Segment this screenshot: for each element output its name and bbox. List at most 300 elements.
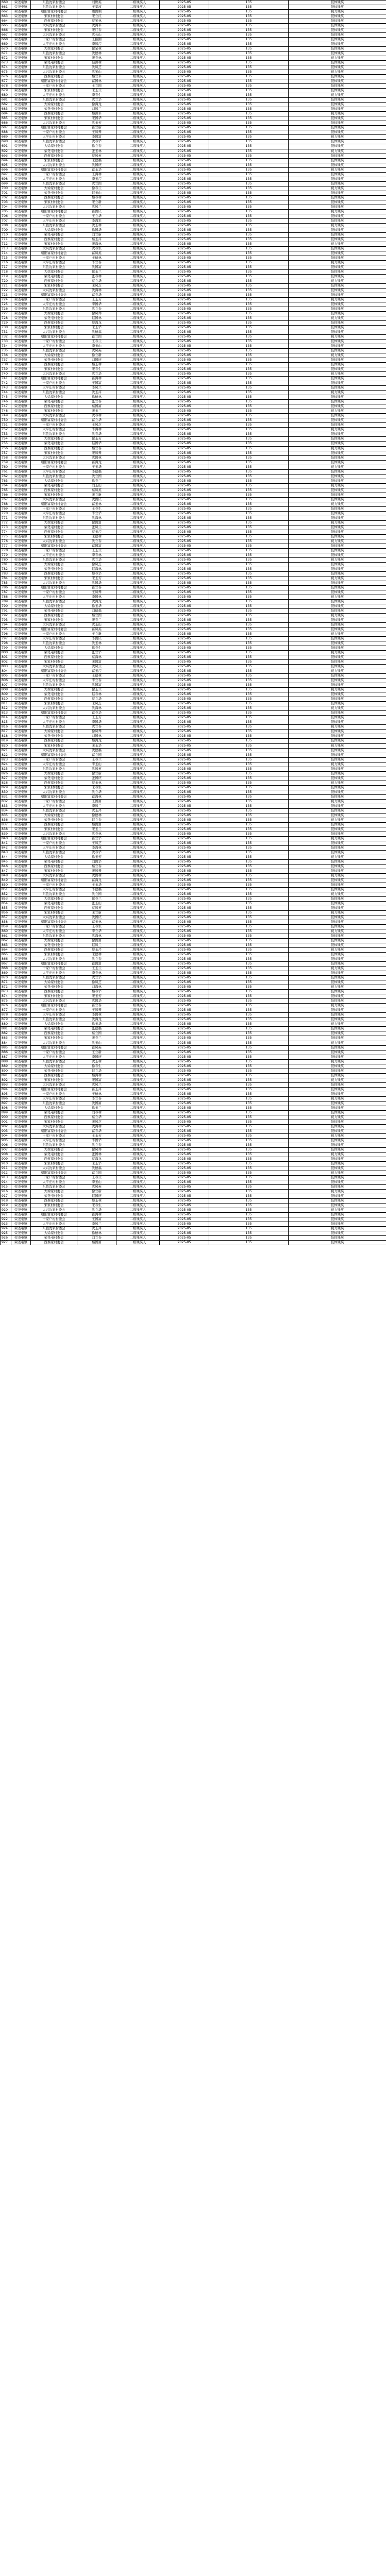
category-cell: 肢体残疾 <box>289 493 386 497</box>
village-cell: 宋家村村委会 <box>31 576 77 581</box>
town-cell: 荣尧屯镇 <box>11 5 31 10</box>
level-cell: 二级残疾人 <box>116 218 160 223</box>
name-cell: 王玉芳 <box>77 1133 116 1138</box>
category-cell: 肢体残疾 <box>289 177 386 181</box>
row-index: 917 <box>1 1194 11 1199</box>
category-cell: 肢体残疾 <box>289 1045 386 1050</box>
village-cell: 西蔡家村委会 <box>31 1157 77 1161</box>
village-cell: 太平庄村村委会 <box>31 762 77 767</box>
table-row <box>1 953 386 957</box>
level-cell: 二级残疾人 <box>116 762 160 767</box>
name-cell: 刘德福 <box>77 609 116 614</box>
month-cell: 2025-05 <box>160 976 209 980</box>
category-cell: 肢体残疾 <box>289 878 386 883</box>
name-cell: 张立春 <box>77 400 116 404</box>
town-cell: 荣尧屯镇 <box>11 976 31 980</box>
table-row <box>1 581 386 585</box>
amount-cell: 135 <box>209 307 289 312</box>
name-cell: 沈立春 <box>77 957 116 962</box>
category-cell: 肢体残疾 <box>289 864 386 869</box>
row-index: 763 <box>1 479 11 483</box>
level-cell: 二级残疾人 <box>116 976 160 980</box>
table-row <box>1 859 386 864</box>
table-row <box>1 614 386 618</box>
town-cell: 荣尧屯镇 <box>11 571 31 576</box>
month-cell: 2025-05 <box>160 121 209 126</box>
amount-cell: 135 <box>209 516 289 520</box>
village-cell: 东胜沈家村委会 <box>31 265 77 269</box>
village-cell: 荣尧屯村委会 <box>31 776 77 781</box>
amount-cell: 135 <box>209 706 289 711</box>
name-cell: 王玉兰 <box>77 548 116 553</box>
level-cell: 二级残疾人 <box>116 720 160 725</box>
row-index: 875 <box>1 999 11 1004</box>
table-row <box>1 1018 386 1022</box>
month-cell: 2025-05 <box>160 265 209 269</box>
amount-cell: 135 <box>209 19 289 24</box>
table-row <box>1 10 386 14</box>
amount-cell: 135 <box>209 939 289 943</box>
month-cell: 2025-05 <box>160 1217 209 1222</box>
row-index: 719 <box>1 274 11 279</box>
amount-cell: 135 <box>209 61 289 65</box>
town-cell: 荣尧屯镇 <box>11 65 31 70</box>
month-cell: 2025-05 <box>160 418 209 423</box>
row-index: 886 <box>1 1050 11 1055</box>
name-cell: 李凤兰 <box>77 386 116 391</box>
town-cell: 荣尧屯镇 <box>11 934 31 939</box>
level-cell: 二级残疾人 <box>116 130 160 135</box>
month-cell: 2025-05 <box>160 363 209 367</box>
village-cell: 宋家村村委会 <box>31 14 77 19</box>
name-cell: 李玉山 <box>77 344 116 349</box>
village-cell: 十家户村村委会 <box>31 799 77 804</box>
name-cell: 李海林 <box>77 428 116 432</box>
table-row <box>1 274 386 279</box>
table-row <box>1 195 386 200</box>
row-index: 879 <box>1 1018 11 1022</box>
name-cell: 徐凤芝 <box>77 980 116 985</box>
village-cell: 太平庄村村委会 <box>31 1222 77 1227</box>
row-index: 736 <box>1 353 11 358</box>
table-row <box>1 771 386 776</box>
category-cell: 视力残疾 <box>289 1133 386 1138</box>
village-cell: 宋家村村委会 <box>31 618 77 623</box>
village-cell: 西蔡家村委会 <box>31 948 77 953</box>
amount-cell: 135 <box>209 1175 289 1180</box>
row-index: 747 <box>1 404 11 409</box>
amount-cell: 135 <box>209 1190 289 1194</box>
month-cell: 2025-05 <box>160 748 209 753</box>
name-cell: 沈凤兰 <box>77 665 116 669</box>
category-cell: 肢体残疾 <box>289 794 386 799</box>
table-row <box>1 897 386 902</box>
month-cell: 2025-05 <box>160 386 209 391</box>
village-cell: 太平庄村村委会 <box>31 135 77 140</box>
month-cell: 2025-05 <box>160 479 209 483</box>
amount-cell: 135 <box>209 195 289 200</box>
level-cell: 二级残疾人 <box>116 283 160 288</box>
town-cell: 荣尧屯镇 <box>11 827 31 832</box>
town-cell: 荣尧屯镇 <box>11 776 31 781</box>
amount-cell: 135 <box>209 75 289 79</box>
month-cell: 2025-05 <box>160 1152 209 1157</box>
table-row <box>1 144 386 149</box>
table-row <box>1 1045 386 1050</box>
table-row <box>1 1073 386 1078</box>
table-row <box>1 962 386 967</box>
month-cell: 2025-05 <box>160 725 209 730</box>
table-row <box>1 177 386 181</box>
table-row <box>1 1036 386 1041</box>
town-cell: 荣尧屯镇 <box>11 906 31 911</box>
category-cell: 肢体残疾 <box>289 246 386 251</box>
row-index: 888 <box>1 1059 11 1064</box>
table-row <box>1 813 386 818</box>
category-cell: 肢体残疾 <box>289 1157 386 1161</box>
month-cell: 2025-05 <box>160 460 209 465</box>
amount-cell: 135 <box>209 404 289 409</box>
category-cell: 肢体残疾 <box>289 753 386 757</box>
month-cell: 2025-05 <box>160 186 209 191</box>
month-cell: 2025-05 <box>160 307 209 312</box>
level-cell: 二级残疾人 <box>116 191 160 195</box>
row-index: 900 <box>1 1115 11 1120</box>
amount-cell: 135 <box>209 391 289 395</box>
month-cell: 2025-05 <box>160 767 209 771</box>
row-index: 853 <box>1 897 11 902</box>
row-index: 661 <box>1 5 11 10</box>
village-cell: 朝阳富家村村委会 <box>31 167 77 172</box>
row-index: 756 <box>1 446 11 451</box>
category-cell: 肢体残疾 <box>289 604 386 609</box>
month-cell: 2025-05 <box>160 172 209 177</box>
level-cell: 二级残疾人 <box>116 632 160 637</box>
amount-cell: 135 <box>209 595 289 600</box>
town-cell: 荣尧屯镇 <box>11 326 31 330</box>
category-cell: 肢体残疾 <box>289 232 386 237</box>
village-cell: 东胜沈家村委会 <box>31 1101 77 1106</box>
town-cell: 荣尧屯镇 <box>11 679 31 683</box>
level-cell: 二级残疾人 <box>116 1041 160 1045</box>
category-cell: 肢体残疾 <box>289 19 386 24</box>
month-cell: 2025-05 <box>160 873 209 878</box>
row-index: 908 <box>1 1152 11 1157</box>
level-cell: 二级残疾人 <box>116 465 160 469</box>
village-cell: 十家户村村委会 <box>31 340 77 344</box>
amount-cell: 135 <box>209 428 289 432</box>
name-cell: 王德林 <box>77 674 116 679</box>
category-cell: 肢体残疾 <box>289 256 386 260</box>
month-cell: 2025-05 <box>160 753 209 757</box>
table-row <box>1 548 386 553</box>
table-row <box>1 553 386 557</box>
row-index: 715 <box>1 256 11 260</box>
amount-cell: 135 <box>209 632 289 637</box>
amount-cell: 135 <box>209 1004 289 1008</box>
table-row <box>1 149 386 154</box>
category-cell: 肢体残疾 <box>289 702 386 706</box>
table-row <box>1 326 386 330</box>
level-cell: 二级残疾人 <box>116 813 160 818</box>
category-cell: 肢体残疾 <box>289 154 386 158</box>
name-cell: 宋立新 <box>77 911 116 916</box>
village-cell: 太平庄村村委会 <box>31 804 77 808</box>
town-cell: 荣尧屯镇 <box>11 1217 31 1222</box>
name-cell: 沈立国 <box>77 474 116 479</box>
amount-cell: 135 <box>209 47 289 52</box>
month-cell: 2025-05 <box>160 446 209 451</box>
name-cell: 徐立新 <box>77 353 116 358</box>
village-cell: 东胜沈家村委会 <box>31 516 77 520</box>
town-cell: 荣尧屯镇 <box>11 581 31 585</box>
level-cell: 二级残疾人 <box>116 808 160 813</box>
name-cell: 张玉林 <box>77 149 116 154</box>
town-cell: 荣尧屯镇 <box>11 767 31 771</box>
category-cell: 肢体残疾 <box>289 312 386 316</box>
amount-cell: 135 <box>209 628 289 632</box>
amount-cell: 135 <box>209 381 289 386</box>
amount-cell: 135 <box>209 804 289 808</box>
month-cell: 2025-05 <box>160 246 209 251</box>
amount-cell: 135 <box>209 794 289 799</box>
month-cell: 2025-05 <box>160 316 209 321</box>
category-cell: 肢体残疾 <box>289 1087 386 1092</box>
row-index: 726 <box>1 307 11 312</box>
category-cell: 肢体残疾 <box>289 641 386 646</box>
row-index: 697 <box>1 172 11 177</box>
amount-cell: 135 <box>209 609 289 614</box>
village-cell: 宋家村村委会 <box>31 827 77 832</box>
row-index: 669 <box>1 42 11 47</box>
level-cell: 二级残疾人 <box>116 274 160 279</box>
category-cell: 肢体残疾 <box>289 827 386 832</box>
town-cell: 荣尧屯镇 <box>11 1190 31 1194</box>
row-index: 859 <box>1 925 11 929</box>
village-cell: 大徐家村委会 <box>31 353 77 358</box>
table-row <box>1 167 386 172</box>
level-cell: 二级残疾人 <box>116 330 160 335</box>
table-row <box>1 1194 386 1199</box>
row-index: 699 <box>1 181 11 186</box>
table-row <box>1 781 386 785</box>
row-index: 767 <box>1 497 11 502</box>
village-cell: 荣尧屯村委会 <box>31 483 77 488</box>
table-row <box>1 697 386 702</box>
table-row <box>1 455 386 460</box>
town-cell: 荣尧屯镇 <box>11 614 31 618</box>
table-row <box>1 948 386 953</box>
row-index: 901 <box>1 1120 11 1124</box>
table-row <box>1 1078 386 1082</box>
row-index: 787 <box>1 590 11 595</box>
category-cell: 肢体残疾 <box>289 474 386 479</box>
month-cell: 2025-05 <box>160 181 209 186</box>
row-index: 784 <box>1 576 11 581</box>
name-cell: 李国庆 <box>77 1055 116 1059</box>
table-row <box>1 260 386 265</box>
category-cell: 肢体残疾 <box>289 1241 386 1245</box>
month-cell: 2025-05 <box>160 251 209 256</box>
name-cell: 刘凤兰 <box>77 107 116 112</box>
town-cell: 荣尧屯镇 <box>11 386 31 391</box>
category-cell: 肢体残疾 <box>289 326 386 330</box>
name-cell: 张凤兰 <box>77 525 116 530</box>
category-cell: 肢体残疾 <box>289 716 386 720</box>
level-cell: 二级残疾人 <box>116 525 160 530</box>
village-cell: 东胜沈家村委会 <box>31 1 77 5</box>
village-cell: 宋家村村委会 <box>31 1204 77 1208</box>
village-cell: 朝阳富家村村委会 <box>31 544 77 548</box>
village-cell: 十家户村村委会 <box>31 506 77 511</box>
category-cell: 肢体残疾 <box>289 720 386 725</box>
row-index: 819 <box>1 739 11 743</box>
amount-cell: 135 <box>209 1 289 5</box>
table-row <box>1 428 386 432</box>
amount-cell: 135 <box>209 822 289 827</box>
name-cell: 宋玉华 <box>77 743 116 748</box>
month-cell: 2025-05 <box>160 934 209 939</box>
amount-cell: 135 <box>209 344 289 349</box>
month-cell: 2025-05 <box>160 953 209 957</box>
month-cell: 2025-05 <box>160 1236 209 1241</box>
amount-cell: 135 <box>209 214 289 218</box>
name-cell: 沈国林 <box>77 455 116 460</box>
village-cell: 宋家村村委会 <box>31 56 77 61</box>
level-cell: 二级残疾人 <box>116 418 160 423</box>
village-cell: 宋家村村委会 <box>31 493 77 497</box>
category-cell: 视力残疾 <box>289 316 386 321</box>
village-cell: 西蔡家村委会 <box>31 488 77 493</box>
level-cell: 二级残疾人 <box>116 312 160 316</box>
village-cell: 朝阳富家村村委会 <box>31 209 77 214</box>
category-cell: 视力残疾 <box>289 557 386 562</box>
amount-cell: 135 <box>209 1087 289 1092</box>
name-cell: 沈立春 <box>77 539 116 544</box>
level-cell: 二级残疾人 <box>116 1018 160 1022</box>
level-cell: 二级残疾人 <box>116 395 160 400</box>
town-cell: 荣尧屯镇 <box>11 1004 31 1008</box>
row-index: 910 <box>1 1161 11 1166</box>
month-cell: 2025-05 <box>160 474 209 479</box>
table-row <box>1 191 386 195</box>
category-cell: 肢体残疾 <box>289 776 386 781</box>
month-cell: 2025-05 <box>160 548 209 553</box>
amount-cell: 135 <box>209 181 289 186</box>
amount-cell: 135 <box>209 1022 289 1027</box>
table-row <box>1 590 386 595</box>
name-cell: 徐立新 <box>77 1190 116 1194</box>
village-cell: 西蔡家村委会 <box>31 19 77 24</box>
table-row <box>1 246 386 251</box>
row-index: 830 <box>1 790 11 794</box>
town-cell: 荣尧屯镇 <box>11 237 31 242</box>
village-cell: 荣尧屯村委会 <box>31 525 77 530</box>
amount-cell: 135 <box>209 878 289 883</box>
row-index: 837 <box>1 822 11 827</box>
month-cell: 2025-05 <box>160 112 209 116</box>
month-cell: 2025-05 <box>160 813 209 818</box>
name-cell: 沈立春 <box>77 725 116 730</box>
month-cell: 2025-05 <box>160 144 209 149</box>
amount-cell: 135 <box>209 506 289 511</box>
village-cell: 朝阳富家村村委会 <box>31 502 77 506</box>
town-cell: 荣尧屯镇 <box>11 126 31 130</box>
category-cell: 视力残疾 <box>289 762 386 767</box>
town-cell: 荣尧屯镇 <box>11 595 31 600</box>
month-cell: 2025-05 <box>160 562 209 567</box>
row-index: 839 <box>1 832 11 836</box>
name-cell: 沈国庆 <box>77 916 116 920</box>
amount-cell: 135 <box>209 56 289 61</box>
town-cell: 荣尧屯镇 <box>11 186 31 191</box>
month-cell: 2025-05 <box>160 920 209 925</box>
amount-cell: 135 <box>209 293 289 297</box>
row-index: 916 <box>1 1190 11 1194</box>
town-cell: 荣尧屯镇 <box>11 1120 31 1124</box>
category-cell: 肢体残疾 <box>289 1013 386 1018</box>
name-cell: 赵国庆 <box>77 1194 116 1199</box>
town-cell: 荣尧屯镇 <box>11 985 31 990</box>
table-row <box>1 990 386 994</box>
name-cell: 刘立春 <box>77 1236 116 1241</box>
level-cell: 二级残疾人 <box>116 911 160 916</box>
village-cell: 东胜沈家村委会 <box>31 1059 77 1064</box>
name-cell: 沈玉林 <box>77 223 116 228</box>
category-cell: 视力残疾 <box>289 706 386 711</box>
level-cell: 二级残疾人 <box>116 674 160 679</box>
town-cell: 荣尧屯镇 <box>11 493 31 497</box>
name-cell: 王振刚 <box>77 38 116 42</box>
village-cell: 大兴沈家村委会 <box>31 163 77 167</box>
name-cell: 蔡玉芹 <box>77 530 116 534</box>
row-index: 914 <box>1 1180 11 1184</box>
month-cell: 2025-05 <box>160 841 209 845</box>
month-cell: 2025-05 <box>160 24 209 28</box>
month-cell: 2025-05 <box>160 655 209 660</box>
village-cell: 十家户村村委会 <box>31 84 77 89</box>
level-cell: 二级残疾人 <box>116 869 160 873</box>
level-cell: 二级残疾人 <box>116 52 160 56</box>
level-cell: 二级残疾人 <box>116 200 160 205</box>
level-cell: 二级残疾人 <box>116 1092 160 1096</box>
category-cell: 视力残疾 <box>289 391 386 395</box>
table-row <box>1 335 386 340</box>
name-cell: 赵立华 <box>77 1069 116 1073</box>
town-cell: 荣尧屯镇 <box>11 688 31 692</box>
row-index: 761 <box>1 469 11 474</box>
row-index: 774 <box>1 530 11 534</box>
village-cell: 大兴沈家村委会 <box>31 581 77 585</box>
category-cell: 视力残疾 <box>289 595 386 600</box>
category-cell: 肢体残疾 <box>289 771 386 776</box>
category-cell: 肢体残疾 <box>289 163 386 167</box>
town-cell: 荣尧屯镇 <box>11 446 31 451</box>
table-row <box>1 1 386 5</box>
name-cell: 沈春华 <box>77 432 116 437</box>
village-cell: 十家户村村委会 <box>31 1175 77 1180</box>
level-cell: 二级残疾人 <box>116 897 160 902</box>
row-index: 805 <box>1 674 11 679</box>
month-cell: 2025-05 <box>160 581 209 585</box>
table-row <box>1 283 386 288</box>
name-cell: 蔡海林 <box>77 655 116 660</box>
town-cell: 荣尧屯镇 <box>11 878 31 883</box>
category-cell: 视力残疾 <box>289 818 386 822</box>
village-cell: 大兴沈家村委会 <box>31 246 77 251</box>
town-cell: 荣尧屯镇 <box>11 228 31 232</box>
level-cell: 二级残疾人 <box>116 242 160 246</box>
